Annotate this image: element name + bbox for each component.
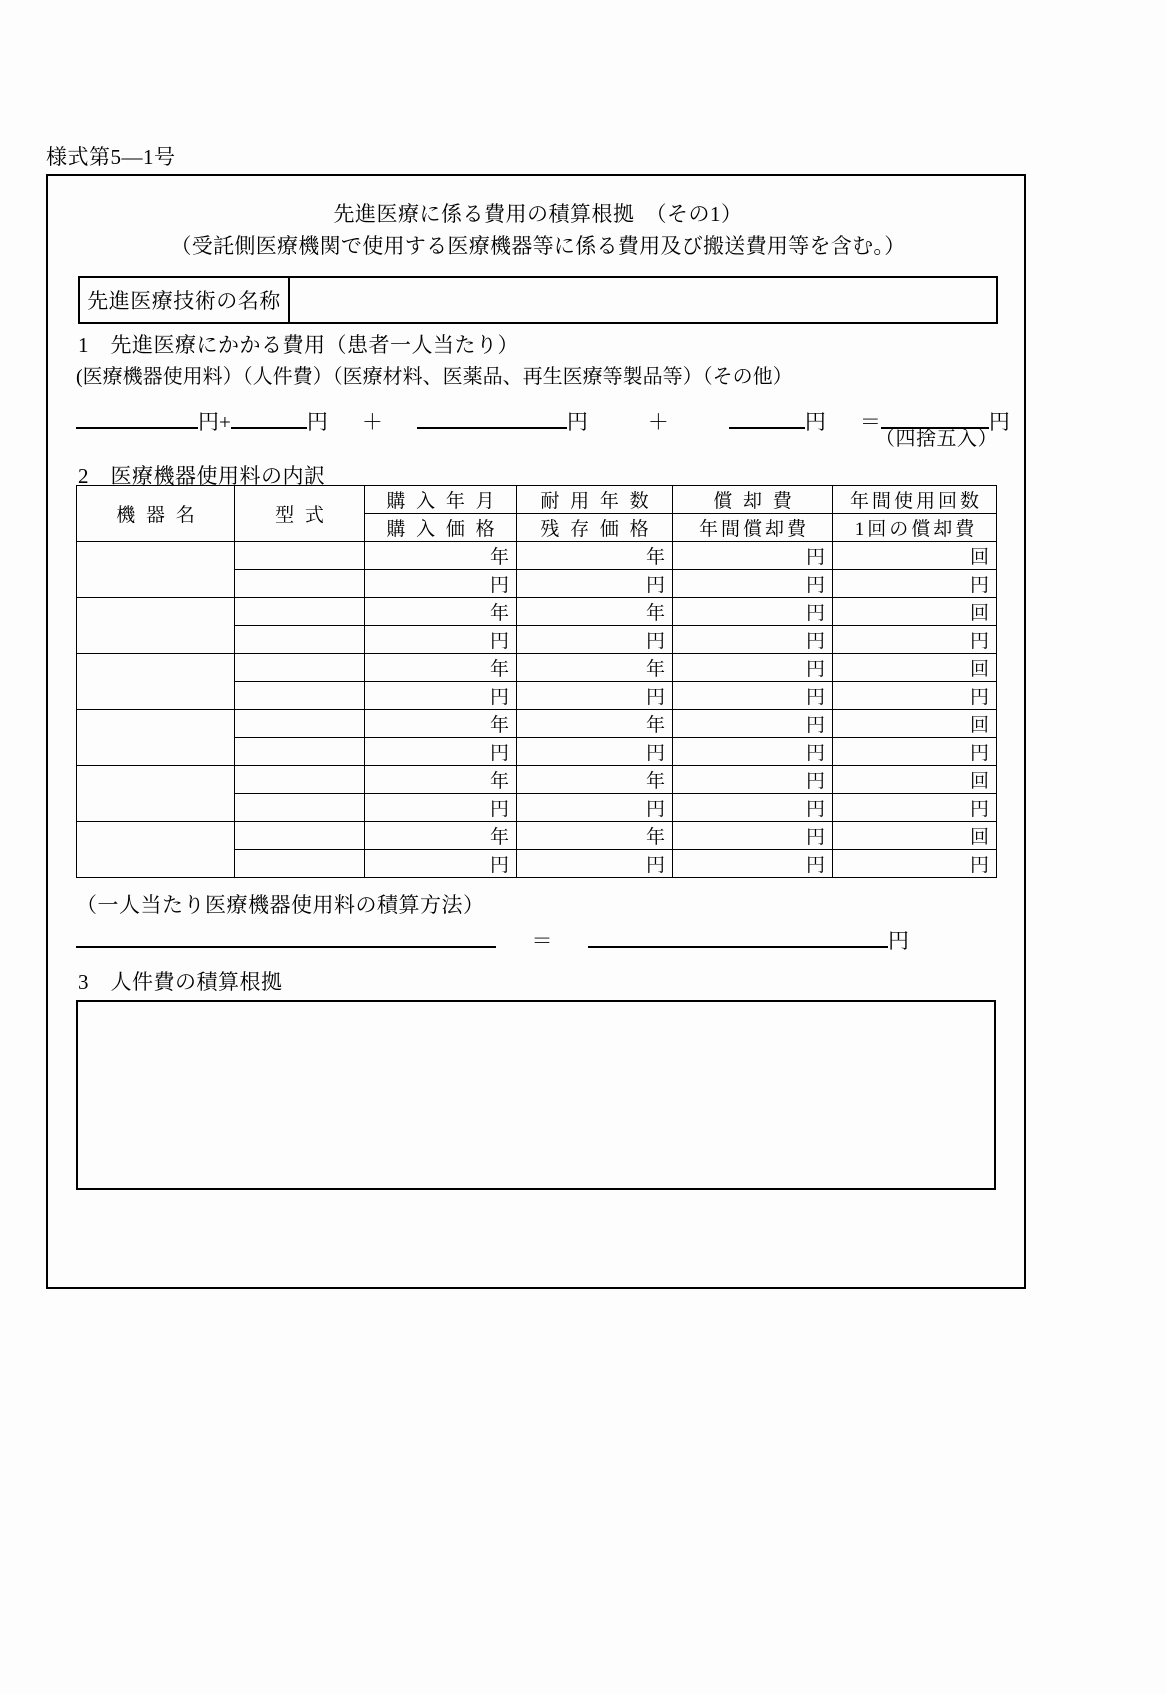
yen-unit-4: 円: [804, 410, 826, 434]
cell-service-life[interactable]: 年: [517, 598, 673, 626]
cell-residual-price[interactable]: 円: [517, 570, 673, 598]
col-header-per-use-depreciation: 1回の償却費: [833, 514, 997, 542]
yen-unit-2: 円: [306, 410, 328, 434]
cell-annual-uses[interactable]: 回: [833, 822, 997, 850]
technology-name-field[interactable]: [290, 278, 996, 322]
cell-depreciation[interactable]: 円: [673, 822, 833, 850]
method-label: （一人当たり医療機器使用料の積算方法）: [76, 893, 485, 917]
cell-per-use-depreciation[interactable]: 円: [833, 850, 997, 878]
cell-residual-price[interactable]: 円: [517, 626, 673, 654]
table-row: [77, 598, 997, 626]
cell-annual-depreciation[interactable]: 円: [673, 794, 833, 822]
cell-residual-price[interactable]: 円: [517, 738, 673, 766]
cell-purchase-date[interactable]: 年: [365, 766, 517, 794]
col-header-annual-uses: 年間使用回数: [833, 486, 997, 514]
cell-equipment-name[interactable]: [77, 710, 235, 766]
yen-unit-1: 円: [198, 410, 219, 434]
col-header-residual-price: 残 存 価 格: [517, 514, 673, 542]
col-header-annual-depreciation: 年間償却費: [673, 514, 833, 542]
cell-residual-price[interactable]: 円: [517, 794, 673, 822]
cell-per-use-depreciation[interactable]: 円: [833, 738, 997, 766]
cell-purchase-date[interactable]: 年: [365, 822, 517, 850]
cell-model[interactable]: [235, 822, 365, 850]
cell-purchase-date[interactable]: 年: [365, 542, 517, 570]
table-row: [77, 710, 997, 738]
technology-name-label: 先進医療技術の名称: [80, 278, 290, 322]
cell-purchase-price[interactable]: 円: [365, 626, 517, 654]
cell-annual-uses[interactable]: 回: [833, 654, 997, 682]
section1-heading: 1 先進医療にかかる費用（患者一人当たり）: [78, 333, 519, 357]
section2-heading: 2 医療機器使用料の内訳: [78, 464, 326, 488]
cell-per-use-depreciation[interactable]: 円: [833, 682, 997, 710]
cell-model[interactable]: [235, 654, 365, 682]
cell-annual-uses[interactable]: 回: [833, 598, 997, 626]
cell-purchase-date[interactable]: 年: [365, 598, 517, 626]
cell-equipment-name[interactable]: [77, 542, 235, 598]
cell-model-lower[interactable]: [235, 682, 365, 710]
equals-operator: ＝: [859, 410, 881, 434]
cell-annual-depreciation[interactable]: 円: [673, 738, 833, 766]
col-header-depreciation: 償 却 費: [673, 486, 833, 514]
cell-residual-price[interactable]: 円: [517, 850, 673, 878]
page-title: 先進医療に係る費用の積算根拠 （その1）: [333, 202, 743, 226]
col-header-purchase-price: 購 入 価 格: [365, 514, 517, 542]
method-left-field[interactable]: [76, 922, 496, 948]
cell-annual-depreciation[interactable]: 円: [673, 570, 833, 598]
cell-per-use-depreciation[interactable]: 円: [833, 794, 997, 822]
col-header-model: 型 式: [235, 486, 365, 542]
rounding-note: （四捨五入）: [875, 428, 998, 450]
table-row: [77, 542, 997, 570]
cell-depreciation[interactable]: 円: [673, 766, 833, 794]
col-header-equipment-name: 機 器 名: [77, 486, 235, 542]
col-header-purchase-date: 購 入 年 月: [365, 486, 517, 514]
method-right-field[interactable]: [588, 922, 888, 948]
cell-service-life[interactable]: 年: [517, 822, 673, 850]
page-subtitle: （受託側医療機関で使用する医療機器等に係る費用及び搬送費用等を含む。）: [170, 234, 906, 258]
cell-service-life[interactable]: 年: [517, 542, 673, 570]
table-row: [77, 822, 997, 850]
cell-model-lower[interactable]: [235, 850, 365, 878]
technology-name-row: [78, 276, 998, 324]
cell-equipment-name[interactable]: [77, 598, 235, 654]
cell-annual-uses[interactable]: 回: [833, 710, 997, 738]
cell-equipment-name[interactable]: [77, 766, 235, 822]
cell-annual-uses[interactable]: 回: [833, 542, 997, 570]
table-body: [77, 542, 997, 878]
cell-depreciation[interactable]: 円: [673, 598, 833, 626]
table-header-row-1: [77, 486, 997, 514]
cell-annual-depreciation[interactable]: 円: [673, 626, 833, 654]
form-number: 様式第5—1号: [46, 145, 176, 169]
section3-heading: 3 人件費の積算根拠: [78, 970, 283, 994]
cell-equipment-name[interactable]: [77, 654, 235, 710]
section1-categories-line: (医療機器使用料）（人件費）（医療材料、医薬品、再生医療等製品等）（その他）: [76, 366, 793, 388]
cell-model-lower[interactable]: [235, 738, 365, 766]
cell-model-lower[interactable]: [235, 626, 365, 654]
cell-purchase-price[interactable]: 円: [365, 850, 517, 878]
cell-service-life[interactable]: 年: [517, 654, 673, 682]
cell-model[interactable]: [235, 598, 365, 626]
cell-purchase-date[interactable]: 年: [365, 710, 517, 738]
cell-annual-depreciation[interactable]: 円: [673, 850, 833, 878]
cell-purchase-price[interactable]: 円: [365, 738, 517, 766]
method-equals: ＝: [531, 929, 553, 953]
yen-unit-total: 円: [988, 410, 1010, 434]
cell-depreciation[interactable]: 円: [673, 542, 833, 570]
cell-annual-depreciation[interactable]: 円: [673, 682, 833, 710]
method-yen-unit: 円: [888, 929, 909, 953]
cell-residual-price[interactable]: 円: [517, 682, 673, 710]
cell-service-life[interactable]: 年: [517, 766, 673, 794]
method-formula-row: [76, 922, 1006, 956]
cell-depreciation[interactable]: 円: [673, 654, 833, 682]
plus-operator-3: ＋: [647, 410, 669, 434]
equipment-breakdown-table: [76, 485, 997, 878]
col-header-service-life: 耐 用 年 数: [517, 486, 673, 514]
cell-model-lower[interactable]: [235, 794, 365, 822]
form-outer-frame: [46, 174, 1026, 1289]
cell-purchase-price[interactable]: 円: [365, 794, 517, 822]
cell-purchase-price[interactable]: 円: [365, 682, 517, 710]
cell-per-use-depreciation[interactable]: 円: [833, 570, 997, 598]
cell-model-lower[interactable]: [235, 570, 365, 598]
cell-equipment-name[interactable]: [77, 822, 235, 878]
table-header: [77, 486, 997, 542]
personnel-basis-textarea[interactable]: [76, 1000, 996, 1190]
table-row: [77, 654, 997, 682]
cell-per-use-depreciation[interactable]: 円: [833, 626, 997, 654]
yen-unit-3: 円: [566, 410, 588, 434]
cell-service-life[interactable]: 年: [517, 710, 673, 738]
cell-model[interactable]: [235, 710, 365, 738]
cell-model[interactable]: [235, 542, 365, 570]
cell-annual-uses[interactable]: 回: [833, 766, 997, 794]
plus-operator-2: ＋: [361, 410, 383, 434]
plus-operator-1: +: [219, 410, 231, 434]
cell-purchase-price[interactable]: 円: [365, 570, 517, 598]
table-row: [77, 766, 997, 794]
cell-purchase-date[interactable]: 年: [365, 654, 517, 682]
cell-model[interactable]: [235, 766, 365, 794]
cell-depreciation[interactable]: 円: [673, 710, 833, 738]
